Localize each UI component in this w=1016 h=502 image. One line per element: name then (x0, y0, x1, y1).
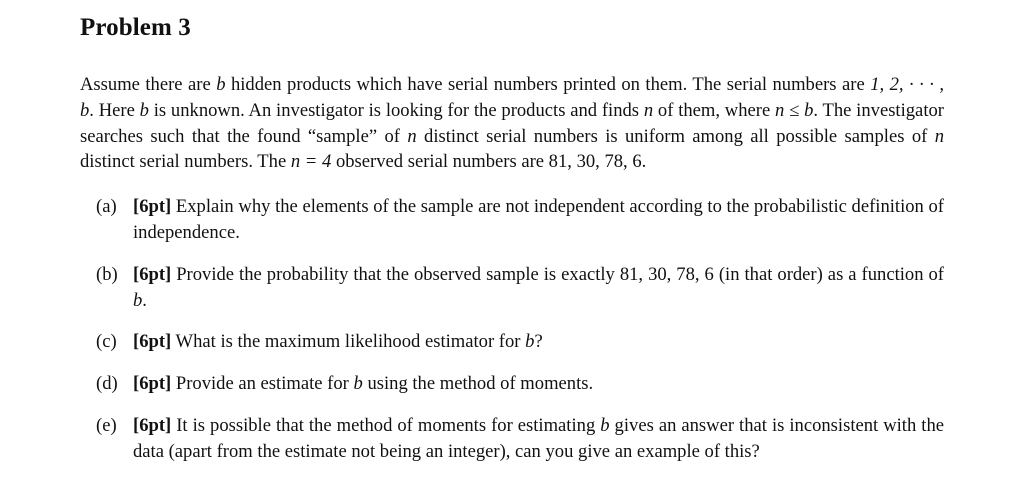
math-equation: n = 4 (290, 151, 332, 173)
math-variable-b: b (216, 74, 226, 95)
subquestion-label: (b) (96, 263, 118, 285)
subquestion-label: (c) (96, 331, 117, 353)
math-inequality: n ≤ b (775, 99, 814, 121)
subquestion-text: . (142, 289, 147, 311)
subquestion-a (96, 194, 944, 246)
statement-text: is unknown. An investigator is looking for the products and finds (148, 99, 644, 121)
math-variable-n: n (934, 125, 945, 147)
subquestion-text: Explain why the elements of the sample are not independent according to the probabilistic definition of independence. (133, 196, 944, 243)
math-variable-b: b (353, 373, 363, 395)
statement-text: distinct serial numbers is uniform among all possible samples of (416, 125, 935, 147)
subquestion-d (96, 371, 944, 397)
points-badge: [6pt] (133, 373, 172, 395)
points-badge: [6pt] (133, 331, 172, 353)
math-variable-n: n (643, 99, 654, 121)
math-variable-b: b (133, 289, 143, 311)
math-variable-b: b (600, 414, 610, 436)
subquestion-text: Provide the probability that the observed sample is exactly (171, 263, 620, 285)
points-badge: [6pt] (133, 263, 172, 285)
subquestion-list (80, 194, 944, 464)
subquestion-text: What is the maximum likelihood estimator for (171, 331, 526, 353)
subquestion-label: (a) (96, 196, 117, 218)
statement-text: observed serial numbers are 81, 30, 78, 6. (331, 151, 647, 173)
subquestion-label: (e) (96, 414, 117, 436)
subquestion-text: (in that order) as a function of (713, 263, 945, 285)
math-sequence: 1, 2, · · · , b (80, 74, 945, 121)
statement-text: . The investigator searches such that the found “sample” of (80, 99, 944, 147)
subquestion-text: gives an answer that is inconsistent with the data (apart from the estimate not being an integer), can you give an example of this? (133, 414, 944, 462)
subquestion-text: using the method of moments. (362, 373, 594, 395)
problem-title: Problem 3 (80, 14, 191, 41)
subquestion-body (133, 413, 944, 465)
points-badge: [6pt] (133, 196, 172, 218)
problem-statement (80, 72, 944, 175)
points-badge: [6pt] (133, 414, 172, 436)
subquestion-b (96, 262, 944, 314)
subquestion-body (133, 262, 944, 314)
statement-text: Assume there are (80, 74, 217, 95)
subquestion-body (133, 194, 944, 246)
subquestion-body (133, 329, 944, 355)
math-variable-n: n (407, 125, 417, 147)
subquestion-e (96, 413, 944, 465)
subquestion-text: It is possible that the method of moments for estimating (171, 414, 601, 436)
math-sequence: 81, 30, 78, 6 (619, 263, 714, 285)
statement-text: hidden products which have serial numbers printed on them. The serial numbers are (225, 74, 871, 95)
subquestion-text: Provide an estimate for (171, 373, 354, 395)
subquestion-body (133, 371, 944, 397)
statement-text: of them, where (653, 99, 776, 121)
math-variable-b: b (139, 99, 149, 121)
subquestion-c (96, 329, 944, 355)
math-variable-b: b (525, 331, 535, 353)
statement-text: distinct serial numbers. The (80, 151, 291, 173)
subquestion-text: ? (534, 331, 543, 353)
subquestion-label: (d) (96, 373, 118, 395)
statement-text: . Here (89, 99, 140, 121)
problem-document (80, 12, 944, 465)
